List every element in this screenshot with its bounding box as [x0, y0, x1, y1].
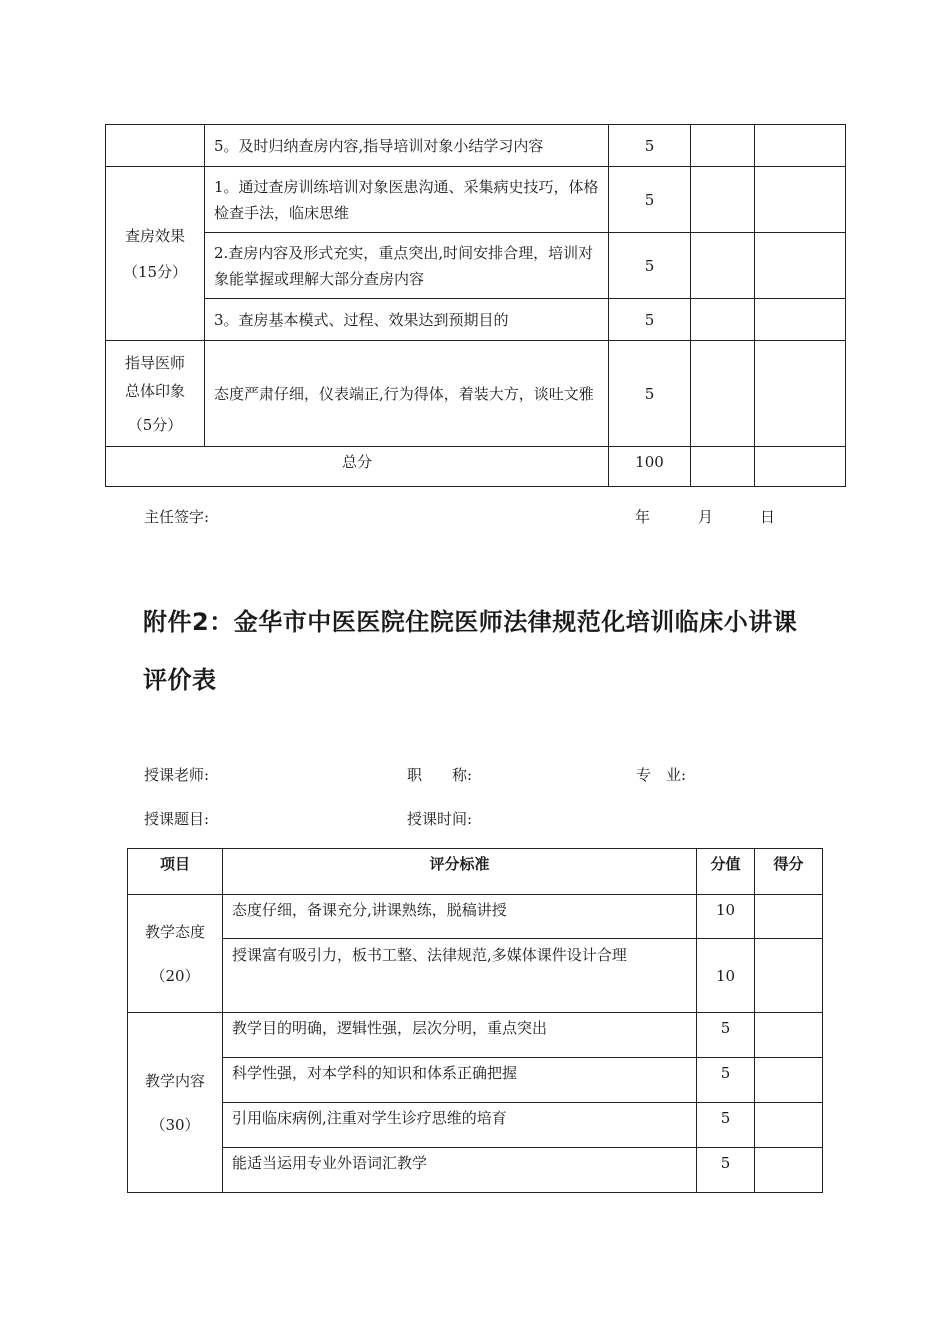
max-score-cell: 5: [697, 1148, 755, 1193]
table-row: [106, 125, 846, 167]
category-cell-content: [128, 1013, 223, 1193]
max-score-cell: 5: [609, 341, 691, 447]
score-cell[interactable]: [755, 1148, 823, 1193]
criterion-cell: 能适当运用专业外语词汇教学: [223, 1148, 697, 1193]
table-row: [106, 233, 846, 299]
day-label: 日: [760, 508, 776, 526]
category-points: （15分）: [122, 262, 188, 281]
category-cell: [106, 125, 205, 167]
lecture-topic-label: 授课题目:: [144, 810, 210, 828]
table-row: [128, 1148, 823, 1193]
lecture-time-label: 授课时间:: [407, 810, 473, 828]
header-row: [128, 849, 823, 895]
criterion-cell: 5。及时归纳查房内容,指导培训对象小结学习内容: [205, 125, 609, 167]
max-score-cell: 5: [697, 1013, 755, 1058]
table-row: [106, 341, 846, 447]
criterion-cell: 授课富有吸引力，板书工整、法律规范,多媒体课件设计合理: [223, 939, 697, 1013]
total-value: 100: [609, 447, 691, 487]
max-score-cell: 5: [609, 125, 691, 167]
score-cell-a[interactable]: [691, 233, 755, 299]
category-name-line2: 总体印象: [124, 381, 185, 400]
table-row: [128, 1013, 823, 1058]
table-row: [128, 895, 823, 939]
criterion-cell: 1。通过查房训练培训对象医患沟通、采集病史技巧，体格检查手法，临床思维: [205, 167, 609, 233]
score-cell-a[interactable]: [691, 341, 755, 447]
major-label: 专 业:: [636, 766, 687, 784]
max-score-cell: 5: [697, 1058, 755, 1103]
category-points: （5分）: [127, 415, 183, 434]
score-cell-b[interactable]: [755, 341, 846, 447]
score-cell[interactable]: [755, 895, 823, 939]
score-cell-b[interactable]: [755, 447, 846, 487]
max-score-cell: 5: [609, 167, 691, 233]
table-row: [106, 299, 846, 341]
evaluation-table-1: [105, 124, 846, 487]
criterion-cell: 2.查房内容及形式充实，重点突出,时间安排合理，培训对象能掌握或理解大部分查房内容: [205, 233, 609, 299]
score-cell-a[interactable]: [691, 167, 755, 233]
score-cell[interactable]: [755, 1058, 823, 1103]
appendix-title-line2: 评价表: [143, 666, 217, 694]
header-criteria: 评分标准: [223, 849, 697, 895]
header-value: 分值: [697, 849, 755, 895]
total-label: 总分: [106, 447, 609, 487]
table-row: [128, 1103, 823, 1148]
category-points: （30）: [150, 1115, 200, 1134]
category-name: 教学内容: [144, 1071, 205, 1090]
score-cell-b[interactable]: [755, 125, 846, 167]
category-cell-impression: [106, 341, 205, 447]
max-score-cell: 5: [609, 233, 691, 299]
year-label: 年: [635, 508, 651, 526]
criterion-cell: 态度仔细，备课充分,讲课熟练，脱稿讲授: [223, 895, 697, 939]
criterion-cell: 引用临床病例,注重对学生诊疗思维的培育: [223, 1103, 697, 1148]
director-signature-label: 主任签字:: [144, 508, 210, 526]
score-cell-b[interactable]: [755, 233, 846, 299]
category-name: 查房效果: [124, 226, 185, 245]
category-cell-attitude: [128, 895, 223, 1013]
max-score-cell: 10: [697, 939, 755, 1013]
table-row: [128, 939, 823, 1013]
criterion-cell: 教学目的明确，逻辑性强，层次分明，重点突出: [223, 1013, 697, 1058]
score-cell[interactable]: [755, 1013, 823, 1058]
criterion-cell: 态度严肃仔细，仪表端正,行为得体，着装大方，谈吐文雅: [205, 341, 609, 447]
max-score-cell: 5: [697, 1103, 755, 1148]
header-score: 得分: [755, 849, 823, 895]
table-row: [106, 167, 846, 233]
month-label: 月: [698, 508, 714, 526]
criterion-cell: 科学性强，对本学科的知识和体系正确把握: [223, 1058, 697, 1103]
max-score-cell: 10: [697, 895, 755, 939]
category-points: （20）: [150, 966, 200, 985]
table-row: [128, 1058, 823, 1103]
max-score-cell: 5: [609, 299, 691, 341]
job-title-label: 职 称:: [407, 766, 473, 784]
category-cell-effect: [106, 167, 205, 341]
score-cell[interactable]: [755, 939, 823, 1013]
evaluation-table-2: [127, 848, 823, 1193]
category-name-line1: 指导医师: [124, 353, 185, 372]
appendix-title-line1: 附件2：金华市中医医院住院医师法律规范化培训临床小讲课: [143, 608, 798, 636]
total-row: [106, 447, 846, 487]
score-cell-b[interactable]: [755, 299, 846, 341]
score-cell-a[interactable]: [691, 299, 755, 341]
criterion-cell: 3。查房基本模式、过程、效果达到预期目的: [205, 299, 609, 341]
teacher-label: 授课老师:: [144, 766, 210, 784]
score-cell-a[interactable]: [691, 125, 755, 167]
score-cell[interactable]: [755, 1103, 823, 1148]
score-cell-b[interactable]: [755, 167, 846, 233]
score-cell-a[interactable]: [691, 447, 755, 487]
header-item: 项目: [128, 849, 223, 895]
category-name: 教学态度: [144, 922, 205, 941]
